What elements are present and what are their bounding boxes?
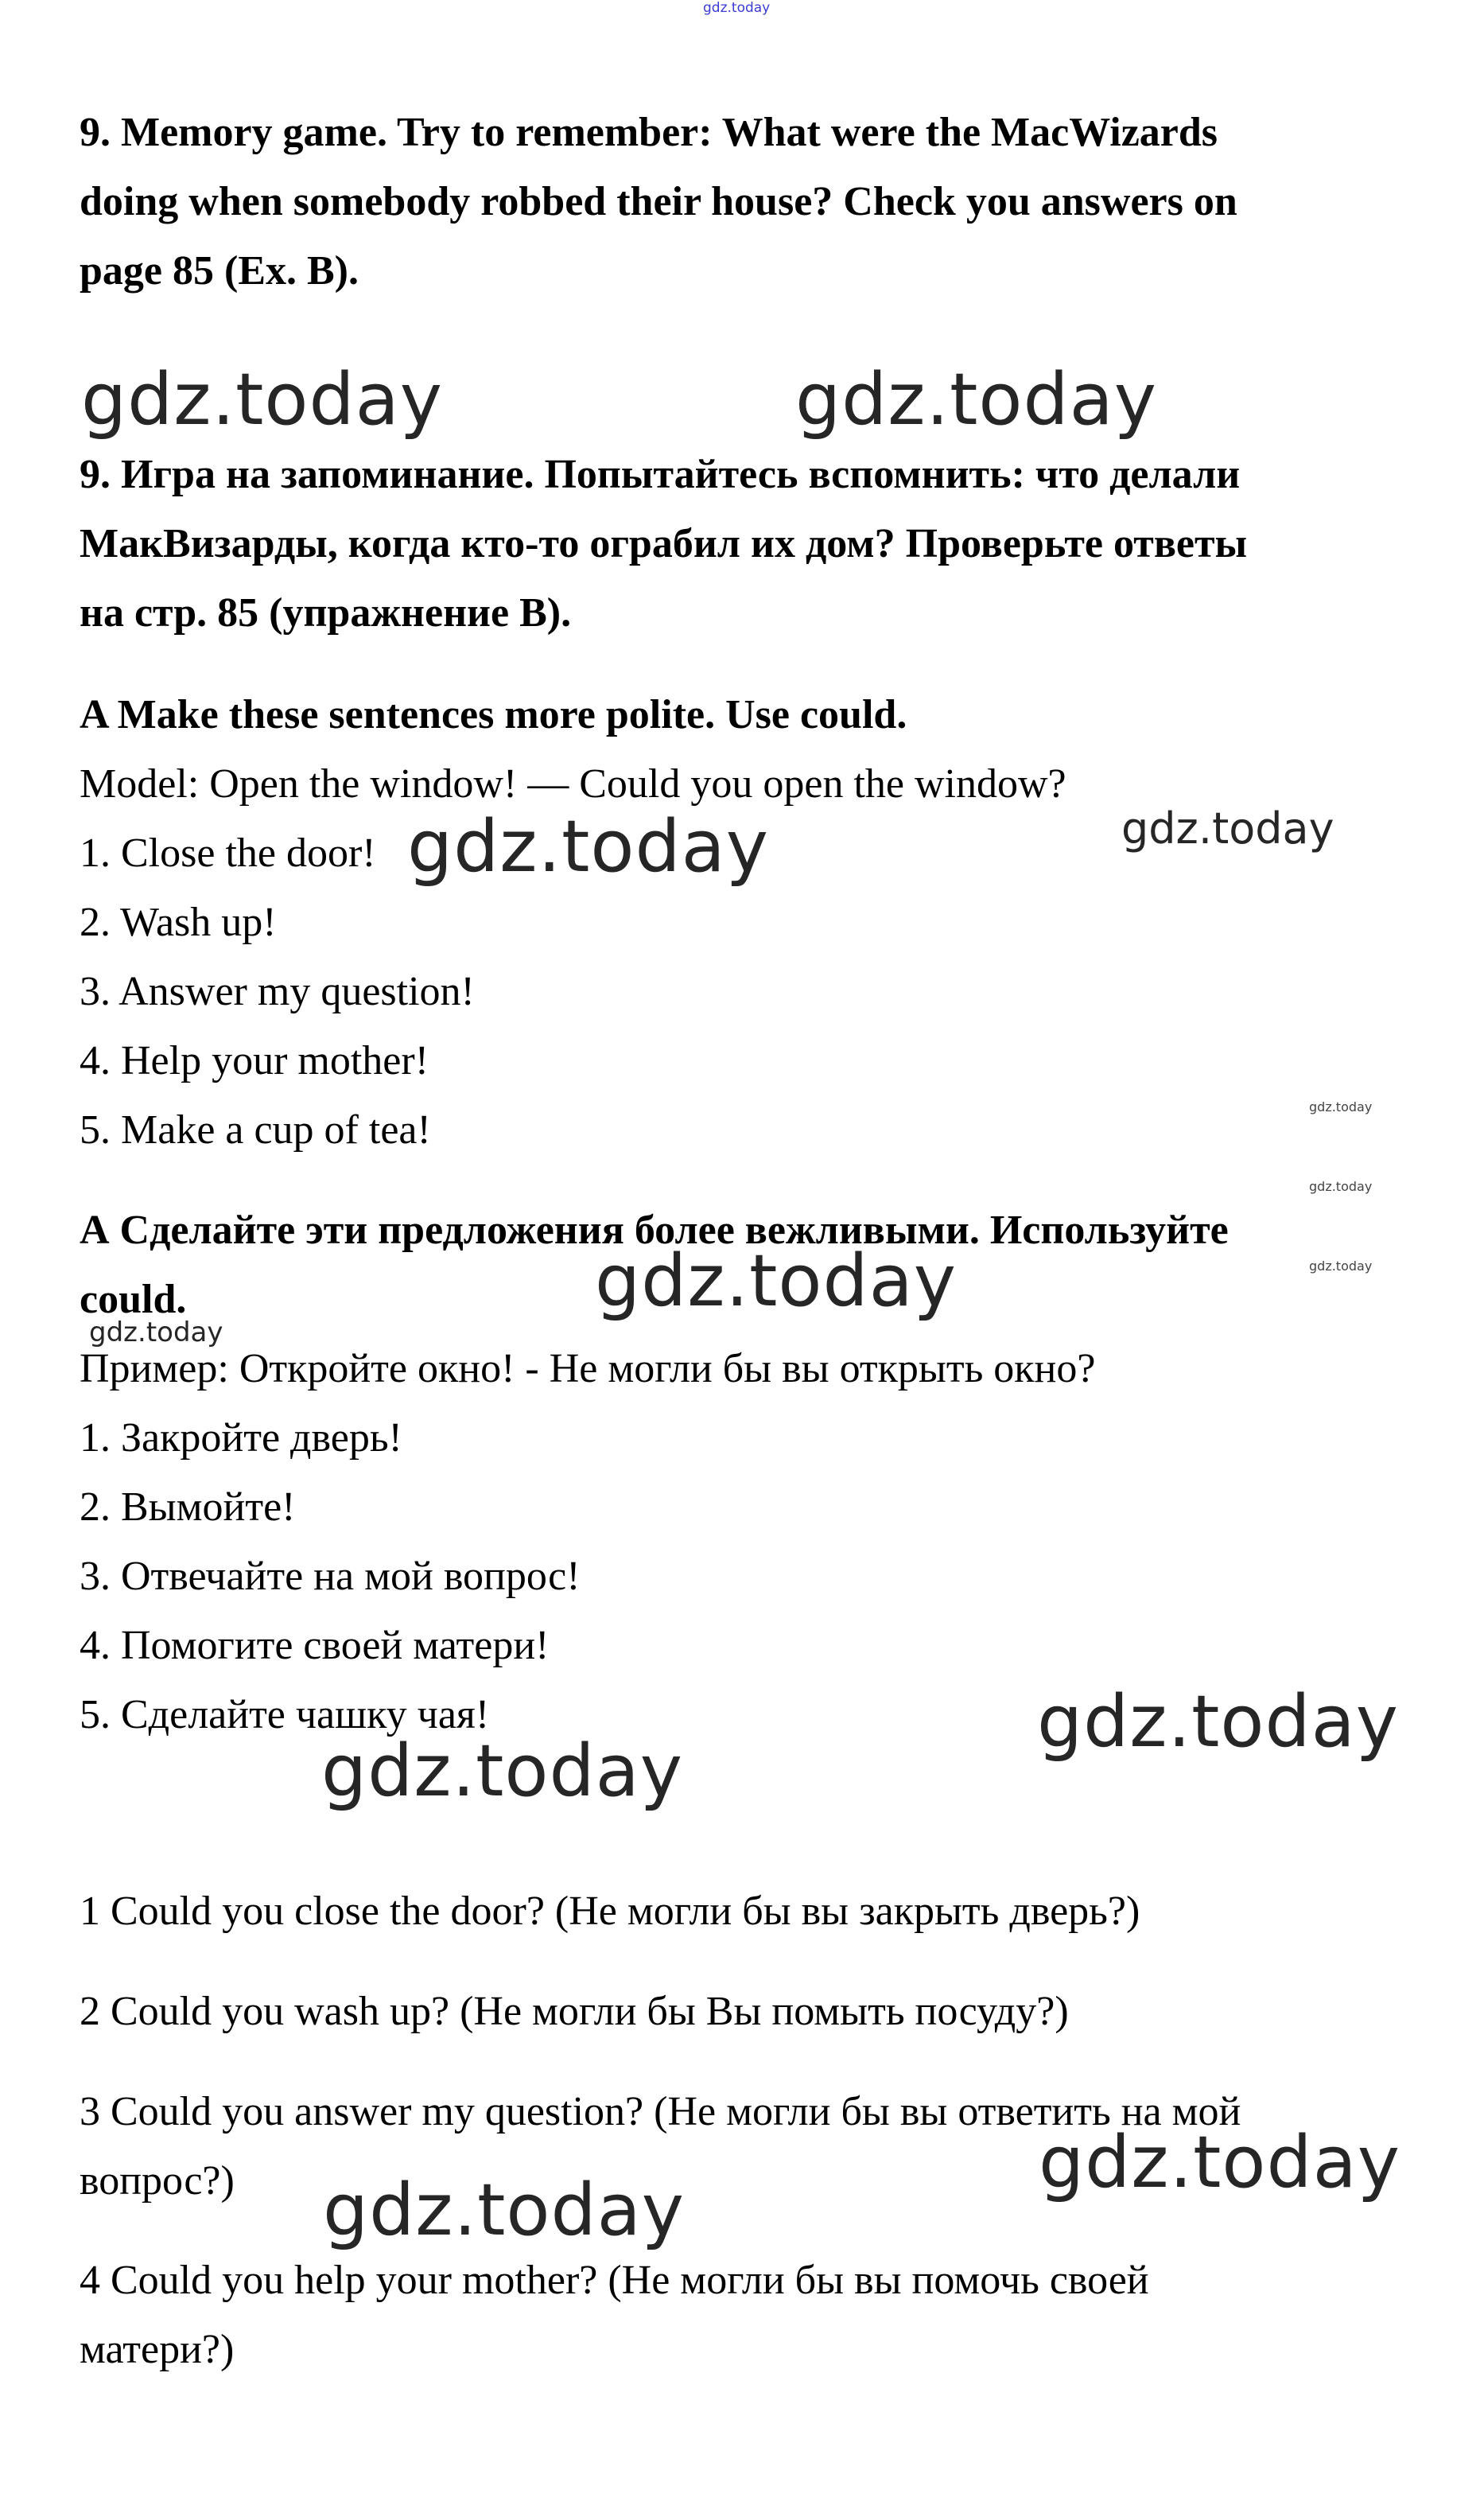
exercise-ru-line-2: МакВизарды, когда кто-то ограбил их дом? Проверьте ответы bbox=[80, 521, 1248, 566]
task-a-ru-heading-line-1: А Сделайте эти предложения более вежливыми. Используйте bbox=[80, 1208, 1229, 1253]
watermark: gdz.today bbox=[1037, 1680, 1400, 1764]
exercise-en-line-3: page 85 (Ex. B). bbox=[80, 248, 359, 294]
task-a-ru-model: Пример: Откройте окно! - Не могли бы вы открыть окно? bbox=[80, 1346, 1096, 1391]
list-item: 5. Make a cup of tea! bbox=[80, 1107, 431, 1153]
watermark: gdz.today bbox=[795, 358, 1158, 442]
exercise-en-line-2: doing when somebody robbed their house? Check you answers on bbox=[80, 179, 1237, 224]
exercise-ru-line-1: 9. Игра на запоминание. Попытайтесь вспомнить: что делали bbox=[80, 452, 1241, 497]
exercise-en-line-1: 9. Memory game. Try to remember: What were the MacWizards bbox=[80, 110, 1218, 155]
watermark: gdz.today bbox=[595, 1239, 958, 1323]
list-item: 5. Сделайте чашку чая! bbox=[80, 1692, 490, 1737]
answer-2: 2 Could you wash up? (Не могли бы Вы помыть посуду?) bbox=[80, 1989, 1069, 2034]
answer-3-line-1: 3 Could you answer my question? (Не могли бы вы ответить на мой bbox=[80, 2089, 1241, 2134]
list-item: 4. Help your mother! bbox=[80, 1038, 429, 1083]
watermark: gdz.today bbox=[1039, 2121, 1401, 2204]
answer-4-line-1: 4 Could you help your mother? (Не могли бы вы помочь своей bbox=[80, 2258, 1149, 2303]
watermark-top: gdz.today bbox=[703, 0, 771, 16]
watermark: gdz.today bbox=[89, 1317, 223, 1348]
task-a-ru-heading-line-2: could. bbox=[80, 1277, 187, 1322]
watermark: gdz.today bbox=[81, 358, 444, 442]
watermark: gdz.today bbox=[1309, 1099, 1373, 1114]
list-item: 1. Закройте дверь! bbox=[80, 1415, 402, 1461]
list-item: 1. Close the door! bbox=[80, 830, 376, 876]
watermark: gdz.today bbox=[407, 805, 770, 889]
task-a-en-model: Model: Open the window! — Could you open the window? bbox=[80, 761, 1066, 807]
watermark: gdz.today bbox=[1309, 1258, 1373, 1274]
answer-3-line-2: вопрос?) bbox=[80, 2158, 235, 2204]
watermark: gdz.today bbox=[1309, 1179, 1373, 1194]
list-item: 3. Answer my question! bbox=[80, 969, 475, 1014]
watermark: gdz.today bbox=[323, 2169, 686, 2252]
list-item: 3. Отвечайте на мой вопрос! bbox=[80, 1554, 581, 1599]
list-item: 4. Помогите своей матери! bbox=[80, 1623, 550, 1668]
exercise-ru-line-3: на стр. 85 (упражнение В). bbox=[80, 590, 572, 636]
task-a-en-heading: A Make these sentences more polite. Use could. bbox=[80, 692, 907, 737]
watermark: gdz.today bbox=[321, 1729, 684, 1813]
answer-4-line-2: матери?) bbox=[80, 2327, 235, 2372]
list-item: 2. Wash up! bbox=[80, 900, 277, 945]
watermark: gdz.today bbox=[1121, 803, 1334, 854]
answer-1: 1 Could you close the door? (Не могли бы вы закрыть дверь?) bbox=[80, 1889, 1140, 1934]
list-item: 2. Вымойте! bbox=[80, 1484, 296, 1530]
